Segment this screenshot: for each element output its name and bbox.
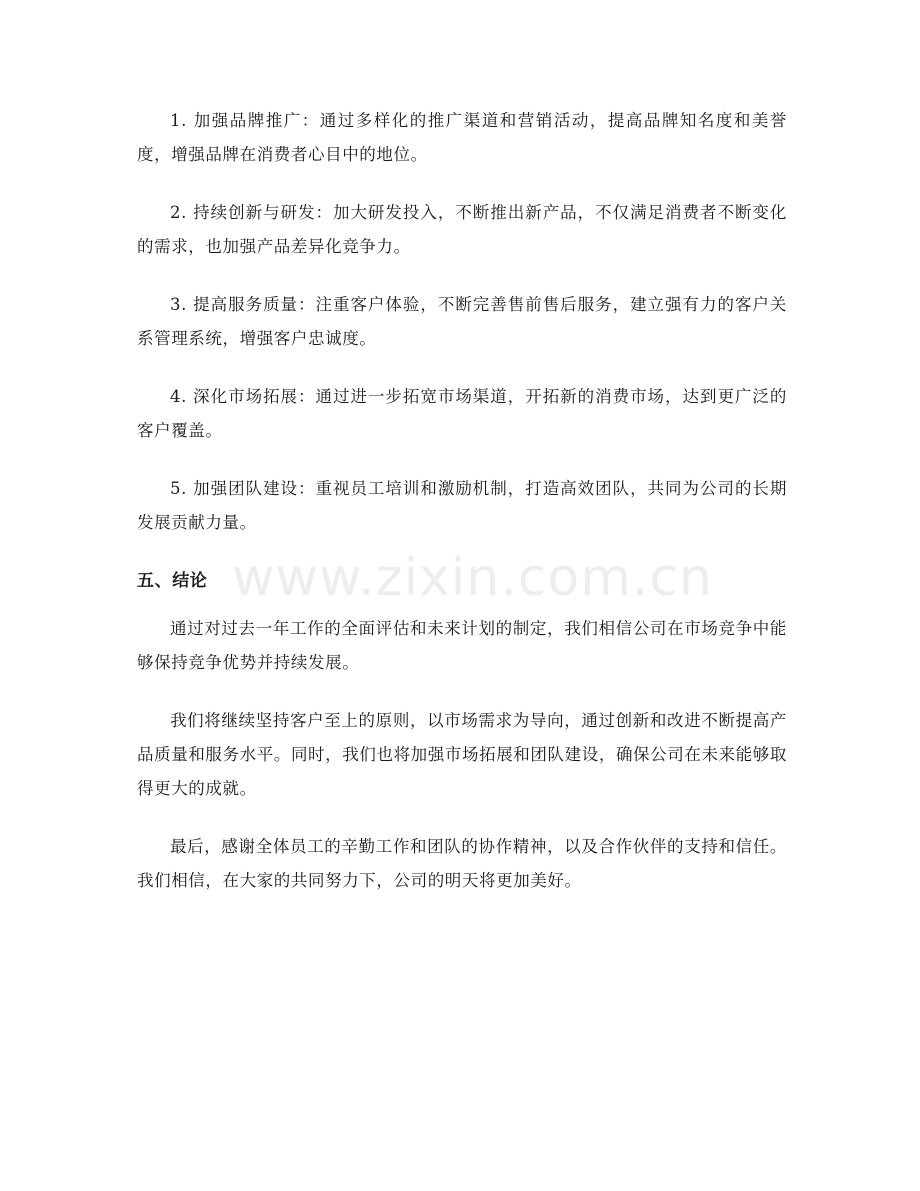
section-heading-conclusion: 五、结论 [137,571,208,591]
list-item-2: 2. 持续创新与研发：加大研发投入，不断推出新产品，不仅满足消费者不断变化的需求，也加强产品差异化竞争力。 [137,203,787,256]
conclusion-paragraph-1: 通过对过去一年工作的全面评估和未来计划的制定，我们相信公司在市场竞争中能够保持竞争优势并持续发展。 [137,619,787,672]
list-item-3: 3. 提高服务质量：注重客户体验，不断完善售前售后服务，建立强有力的客户关系管理系统，增强客户忠诚度。 [137,295,787,348]
list-item-5: 5. 加强团队建设：重视员工培训和激励机制，打造高效团队，共同为公司的长期发展贡献力量。 [137,479,787,532]
document-body [137,104,787,922]
list-item-1: 1. 加强品牌推广：通过多样化的推广渠道和营销活动，提高品牌知名度和美誉度，增强品牌在消费者心目中的地位。 [137,111,787,164]
list-item-4: 4. 深化市场拓展：通过进一步拓宽市场渠道，开拓新的消费市场，达到更广泛的客户覆盖。 [137,387,787,440]
watermark: www.zixin.com.cn [232,548,713,608]
conclusion-paragraph-2: 我们将继续坚持客户至上的原则，以市场需求为导向，通过创新和改进不断提高产品质量和服务水平。同时，我们也将加强市场拓展和团队建设，确保公司在未来能够取得更大的成就。 [137,711,787,798]
conclusion-paragraph-3: 最后，感谢全体员工的辛勤工作和团队的协作精神，以及合作伙伴的支持和信任。我们相信，在大家的共同努力下，公司的明天将更加美好。 [137,837,787,890]
